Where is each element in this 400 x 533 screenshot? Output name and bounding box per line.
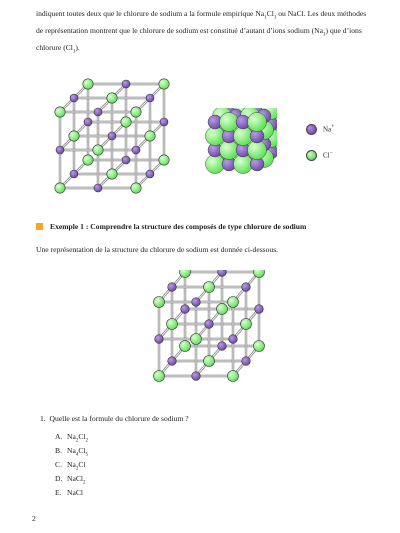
question-text: Quelle est la formule du chlorure de sodium ? [49, 414, 189, 423]
legend [306, 121, 334, 173]
sodium-ion [242, 283, 251, 292]
sodium-ion [218, 342, 227, 351]
option-formula-part: 5 [85, 452, 89, 458]
chloride-ion [220, 113, 239, 132]
chloride-ion [93, 145, 103, 155]
sodium-ion [84, 118, 92, 126]
sodium-ion [242, 357, 251, 366]
sodium-ion [168, 283, 177, 292]
chloride-ion [159, 79, 169, 89]
legend-label-chloride: Cl− [323, 150, 333, 160]
chloride-ion [83, 155, 93, 165]
chloride-ion [228, 371, 239, 382]
chloride-ion [145, 131, 155, 141]
sodium-ion [132, 146, 140, 154]
sodium-ion [255, 305, 264, 314]
answer-options [55, 430, 88, 500]
option-formula-part: 2 [75, 438, 79, 444]
option-formula-part: 4 [75, 452, 79, 458]
chloride-ion [234, 127, 253, 146]
example-title: Exemple 1 : Comprendre la structure des composés de type chlorure de sodium [50, 222, 307, 231]
sodium-ion [122, 156, 130, 164]
chloride-ion [248, 141, 267, 160]
option-letter: B. [55, 446, 62, 455]
chloride-ion [220, 141, 239, 160]
intro-paragraph [36, 8, 368, 59]
option-letter: A. [55, 432, 63, 441]
intro-text: indiquent toutes deux que le chlorure de sodium a la formule empirique Na [36, 9, 265, 18]
option-formula-part: NaCl [67, 474, 84, 483]
chloride-ion-icon [306, 150, 317, 161]
answer-option[interactable] [55, 430, 88, 444]
answer-option[interactable] [55, 472, 88, 486]
sodium-ion [146, 170, 154, 178]
option-formula-part: 2 [83, 480, 86, 486]
sodium-ion [192, 298, 201, 307]
chloride-ion [107, 93, 117, 103]
option-formula-part: NaCl [67, 488, 84, 497]
chloride-ion [191, 334, 202, 345]
space-filling-model-figure [203, 108, 277, 182]
intro-subscript: 1 [323, 32, 326, 38]
option-formula-part: Na [67, 446, 76, 455]
chloride-ion [159, 155, 169, 165]
chloride-ion [234, 155, 253, 174]
sodium-ion [94, 108, 102, 116]
sodium-ion [229, 335, 238, 344]
answer-option[interactable] [55, 444, 88, 458]
option-formula-part: 2 [85, 438, 89, 444]
intro-text: ou NaCl. Les deux méthodes de représentation montrent que le chlorure de sodium est constitué d’autant d’ions sodium (Na [36, 9, 367, 36]
chloride-ion [121, 117, 131, 127]
option-letter: D. [55, 474, 63, 483]
question-number: 1. [40, 414, 46, 423]
chloride-ion [83, 79, 93, 89]
option-letter: E. [55, 488, 62, 497]
option-formula-part: Cl [78, 446, 86, 455]
chloride-ion [55, 107, 65, 117]
sodium-ion [108, 132, 116, 140]
chloride-ion [206, 155, 225, 174]
sodium-ion [192, 372, 201, 381]
chloride-ion [206, 127, 225, 146]
sodium-ion [218, 270, 227, 276]
answer-option[interactable] [55, 486, 88, 500]
sodium-ion [122, 80, 130, 88]
description-text: Une représentation de la structure du chlorure de sodium est donnée ci-dessous. [36, 245, 279, 254]
sodium-ion [205, 320, 214, 329]
chloride-ion [167, 319, 178, 330]
chloride-ion [55, 183, 65, 193]
example-marker-icon [36, 223, 43, 230]
legend-item-chloride [306, 147, 334, 163]
chloride-ion [248, 113, 267, 132]
chloride-ion [228, 297, 239, 308]
intro-subscript: 1 [264, 15, 267, 21]
chloride-ion [254, 341, 265, 352]
sodium-ion [94, 184, 102, 192]
chloride-ion [204, 356, 215, 367]
chloride-ion [204, 282, 215, 293]
chloride-ion [69, 131, 79, 141]
legend-item-sodium [306, 121, 334, 137]
chloride-ion [107, 169, 117, 179]
sodium-ion [160, 118, 168, 126]
intro-subscript: 1 [273, 15, 277, 21]
option-formula-part: Na [67, 432, 76, 441]
option-formula-part: Na [67, 460, 76, 469]
question [40, 414, 189, 423]
ball-and-stick-lattice-figure [40, 78, 170, 202]
sodium-ion-icon [306, 124, 317, 135]
option-formula-part: Cl [78, 460, 86, 469]
sodium-ion [168, 357, 177, 366]
intro-subscript: 1 [72, 49, 76, 55]
sodium-ion [56, 146, 64, 154]
intro-text: ). [75, 43, 80, 53]
example-heading [36, 222, 306, 231]
page-number: 2 [32, 514, 36, 523]
chloride-ion [131, 183, 141, 193]
sodium-ion [155, 335, 164, 344]
option-letter: C. [55, 460, 62, 469]
answer-option[interactable] [55, 458, 88, 472]
sodium-ion [181, 305, 190, 314]
intro-text: Cl [266, 9, 274, 18]
legend-label-sodium: Na+ [323, 124, 335, 134]
chloride-ion [217, 304, 228, 315]
chloride-ion [131, 107, 141, 117]
intro-text: ) que d’ions chlorure (Cl [36, 26, 362, 53]
chloride-ion [154, 297, 165, 308]
chloride-ion [241, 319, 252, 330]
option-formula-part: 2 [75, 466, 79, 472]
option-formula-part: Cl [78, 432, 86, 441]
sodium-ion [70, 94, 78, 102]
nacl-structure-figure [143, 270, 269, 390]
chloride-ion [180, 341, 191, 352]
sodium-ion [146, 94, 154, 102]
chloride-ion [154, 371, 165, 382]
sodium-ion [70, 170, 78, 178]
